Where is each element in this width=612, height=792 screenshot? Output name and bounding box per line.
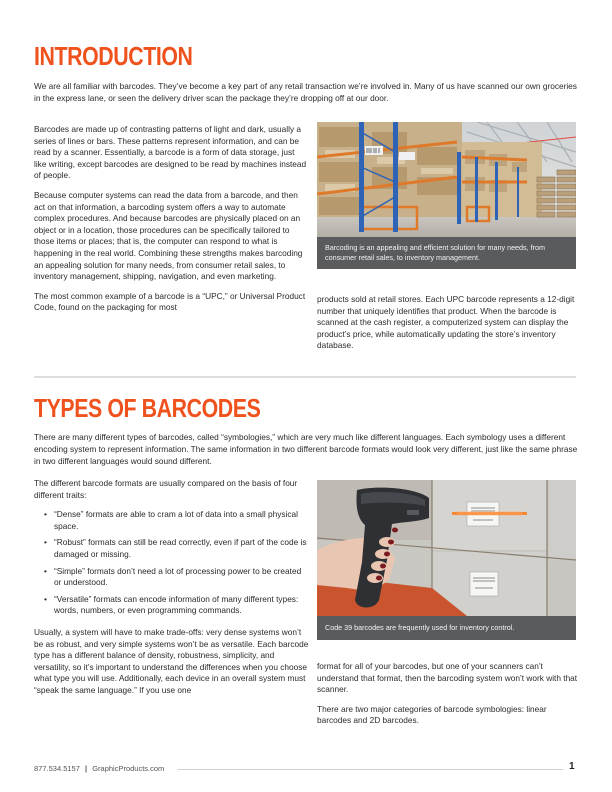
intro-paragraph: Barcodes are made up of contrasting patterns of light and dark, usually a series of lines or bars. These patterns represent information, and can be read by a scanner. Essentially, a barcode is a form of data storage, just like writing, except barcodes are designed to be read by machines instead of people. — [34, 124, 307, 181]
intro-paragraph: products sold at retail stores. Each UPC barcode represents a 12-digit number that uniquely identifies that product. When the barcode is scanned at the cash register, a computerized system can display the product’s price, while automatically updating the store’s inventory database. — [317, 294, 575, 351]
warehouse-figure-caption: Barcoding is an appealing and efficient solution for many needs, from consumer retail sales, to inventory management. — [325, 243, 546, 262]
footer-phone: 877.534.5157 — [34, 764, 80, 773]
intro-paragraph: Because computer systems can read the data from a barcode, and then act on that information, a barcoding system offers a way to automate complex procedures. And because barcodes are physically placed on an object or in a location, those procedures can be specifically tailored to those items or places; that is, the computer can respond to what is happening in the real world. Combining these strengths makes barcoding an appealing solution for many needs, from consumer retail sales, to inventory management, shipping, navigation, and even marketing. — [34, 189, 303, 282]
types-paragraph: There are two major categories of barcode symbologies: linear barcodes and 2D barcodes. — [317, 703, 547, 726]
types-left-column — [34, 478, 309, 705]
footer-website-link[interactable]: GraphicProducts.com — [92, 764, 165, 773]
trait-item-dense: • “Dense” formats are able to cram a lot of data into a small physical space. — [44, 509, 309, 532]
trait-item-simple: • “Simple” formats don’t need a lot of processing power to be created or understood. — [44, 566, 309, 589]
types-lead-paragraph: There are many different types of barcodes, called “symbologies,” which are very much like different languages. Each symbology uses a different encoding system to represent information. The same information in two different barcode formats would look very different, just like the same phrase in two different languages would sound different. — [34, 432, 578, 467]
warehouse-figure — [317, 122, 576, 269]
scanner-figure-caption: Code 39 barcodes are frequently used for inventory control. — [325, 623, 515, 632]
types-paragraph: Usually, a system will have to make trade-offs: very dense systems won’t be as robust, and very simple systems won’t be as versatile. Each barcode type has a different balance of density, robustness, simplicity, and versatility, so it’s important to understand the differences when you choose what type you will use. Additionally, each device in an overall system must “speak the same language.” If you use one — [34, 626, 309, 695]
types-intro-paragraph: The different barcode formats are usually compared on the basis of four different traits: — [34, 478, 298, 500]
types-paragraph: format for all of your barcodes, but one of your scanners can’t understand that format, then the barcoding system won’t work with that scanner. — [317, 661, 578, 695]
page-number: 1 — [569, 761, 575, 772]
footer-rule — [178, 769, 563, 770]
intro-paragraph: The most common example of a barcode is a “UPC,” or Universal Product Code, found on the packaging for most — [34, 290, 306, 313]
handheld-scanner-photo — [317, 480, 576, 616]
warehouse-shelves-photo — [317, 122, 576, 237]
footer-contact — [34, 764, 164, 773]
types-right-column — [317, 661, 579, 735]
intro-left-column — [34, 124, 309, 322]
trait-item-versatile: • “Versatile” formats can encode information of many different types: words, numbers, or even programming commands. — [44, 594, 309, 617]
types-heading: TYPES OF BARCODES — [34, 393, 261, 423]
section-divider — [34, 376, 576, 378]
intro-heading: INTRODUCTION — [34, 41, 193, 71]
scanner-figure — [317, 480, 576, 640]
intro-right-column — [317, 294, 579, 360]
footer-separator: | — [84, 764, 88, 773]
intro-lead-paragraph: We are all familiar with barcodes. They’ve become a key part of any retail transaction we’re involved in. Many of us have scanned our own groceries in the express lane, or seen the delivery driver scan the package they’re dropping off at our door. — [34, 81, 577, 104]
traits-list — [34, 509, 309, 617]
trait-item-robust: • “Robust” formats can still be read correctly, even if part of the code is damaged or missing. — [44, 537, 309, 560]
